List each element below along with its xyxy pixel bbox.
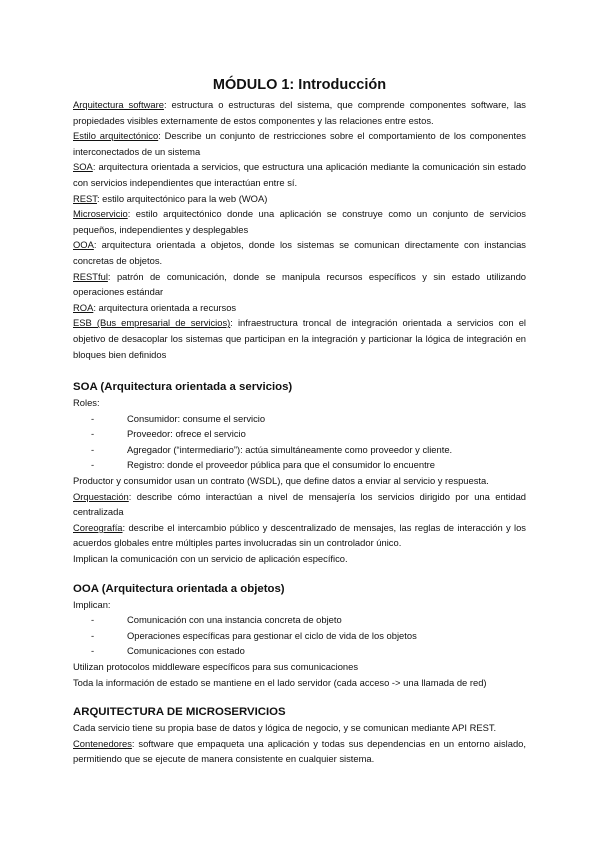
- term: OOA: [73, 239, 94, 251]
- coreografia-definition: [73, 520, 526, 551]
- definition-text: : arquitectura orientada a objetos, donde los sistemas se comunican directamente con instancias concretas de objetos.: [73, 239, 526, 266]
- definition-text: : estilo arquitectónico donde una aplicación se construye como un conjunto de servicios pequeños, independientes y desplegables: [73, 208, 526, 235]
- soa-section: [73, 379, 526, 567]
- definition-ooa: [73, 237, 526, 268]
- term: REST: [73, 192, 97, 204]
- definition-text: : describe el intercambio público y descentralizado de mensajes, las reglas de interacción y los acuerdos globales entre múltiples partes involucradas sin un controlador único.: [73, 521, 526, 549]
- list-item: - Comunicaciones con estado: [91, 643, 526, 659]
- document-content: [73, 76, 526, 767]
- definition-text: : estructura o estructuras del sistema, que comprende componentes software, las propiedades visibles externamente de estos componentes y las relaciones entre estos.: [73, 99, 526, 126]
- definition-roa: [73, 300, 526, 316]
- list-item: - Operaciones específicas para gestionar el ciclo de vida de los objetos: [91, 628, 526, 644]
- microservices-text: Cada servicio tiene su propia base de datos y lógica de negocio, y se comunican mediante API REST.: [73, 722, 497, 734]
- contenedores-definition: [73, 736, 526, 767]
- definition-restful: [73, 269, 526, 300]
- spacer: [73, 362, 526, 379]
- spacer: [73, 567, 526, 581]
- definition-arquitectura-software: [73, 97, 526, 128]
- definition-text: : Describe un conjunto de restricciones sobre el comportamiento de los componentes interconectados de un sistema: [73, 130, 526, 157]
- contract-text: Productor y consumidor usan un contrato (WSDL), que define datos a enviar al servicio y respuesta.: [73, 475, 489, 487]
- ooa-implies-label: Implican:: [73, 598, 111, 610]
- term: ROA: [73, 301, 94, 313]
- definition-rest: [73, 191, 526, 207]
- spacer: [73, 690, 526, 704]
- term: Contenedores: [73, 737, 132, 749]
- definition-text: : infraestructura troncal de integración orientada a servicios con el objetivo de desacoplar los sistemas que participan en la integración y particionar la lógica de integración en bloques bien definidos: [73, 317, 526, 360]
- list-item: - Comunicación con una instancia concreta de objeto: [91, 612, 526, 628]
- ooa-protocols-text: Utilizan protocolos middleware específicos para sus comunicaciones: [73, 661, 359, 672]
- ooa-list: [73, 612, 526, 659]
- orquestacion-definition: [73, 489, 526, 520]
- list-item: - Agregador (“intermediario”): actúa simultáneamente como proveedor y cliente.: [91, 442, 526, 458]
- microservices-heading: ARQUITECTURA DE MICROSERVICIOS: [73, 706, 286, 719]
- soa-implies-text: Implican la comunicación con un servicio de aplicación específico.: [73, 553, 348, 565]
- term: Arquitectura software: [73, 99, 164, 110]
- roles-label: Roles:: [73, 397, 100, 409]
- soa-heading: SOA (Arquitectura orientada a servicios): [73, 381, 293, 394]
- list-item: - Proveedor: ofrece el servicio: [91, 426, 526, 442]
- definition-text: : arquitectura orientada a recursos: [93, 301, 237, 313]
- term: RESTful: [73, 270, 108, 282]
- module-title: MÓDULO 1: Introducción: [212, 77, 387, 93]
- definition-text: : arquitectura orientada a servicios, que estructura una aplicación mediante la comunicación sin estado con servicios independientes que interactúan entre sí.: [73, 161, 526, 188]
- definition-text: : describe cómo interactúan a nivel de mensajería los servicios dirigido por una entidad centralizada: [73, 490, 526, 518]
- definition-estilo-arquitectonico: [73, 128, 526, 159]
- definition-soa: [73, 159, 526, 190]
- term: Microservicio: [73, 208, 128, 220]
- definition-text: : patrón de comunicación, donde se manipula recursos específicos y sin estado utilizando operaciones estándar: [73, 270, 526, 298]
- ooa-heading: OOA (Arquitectura orientada a objetos): [73, 582, 285, 595]
- microservices-section: [73, 704, 526, 767]
- ooa-section: [73, 581, 526, 691]
- term: SOA: [73, 161, 93, 173]
- definition-text: : software que empaqueta una aplicación y todas sus dependencias en un entorno aislado, permitiendo que se ejecute de manera consistente en cualquier sistema.: [73, 737, 526, 765]
- definition-esb: [73, 315, 526, 362]
- ooa-state-text: Toda la información de estado se mantiene en el lado servidor (cada acceso -> una llamada de red): [73, 676, 487, 688]
- definitions-list: [73, 97, 526, 362]
- definition-microservicio: [73, 206, 526, 237]
- term: Coreografía: [73, 521, 123, 533]
- term: Estilo arquitectónico: [73, 130, 159, 142]
- term: Orquestación: [73, 490, 129, 502]
- list-item: - Consumidor: consume el servicio: [91, 411, 526, 427]
- term: ESB (Bus empresarial de servicios): [73, 317, 231, 329]
- definition-text: : estilo arquitectónico para la web (WOA): [96, 192, 268, 204]
- list-item: - Registro: donde el proveedor pública para que el consumidor lo encuentre: [91, 457, 526, 473]
- roles-list: [73, 411, 526, 473]
